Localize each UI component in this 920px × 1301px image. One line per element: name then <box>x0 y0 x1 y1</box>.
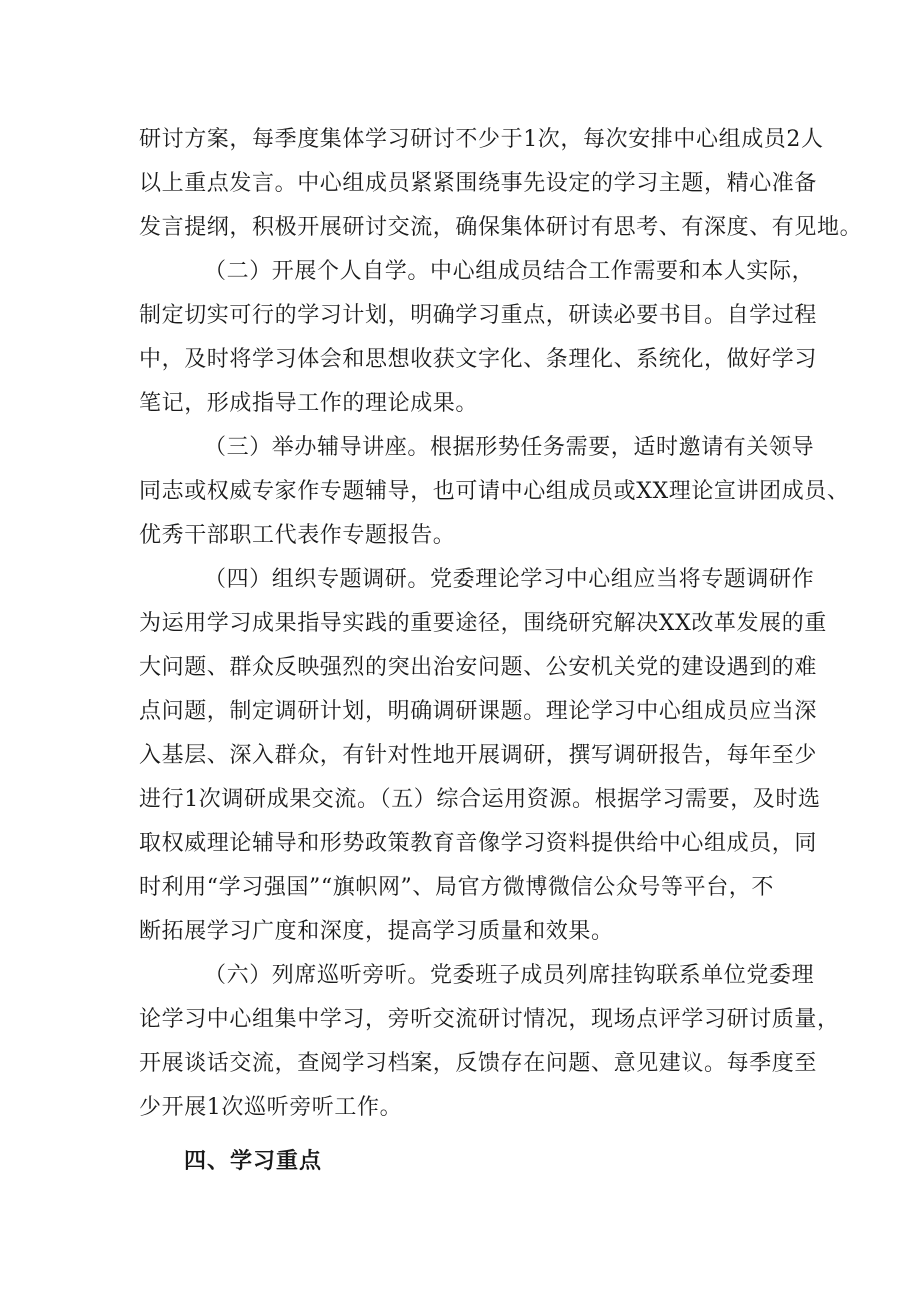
text-line: 制定切实可行的学习计划，明确学习重点，研读必要书目。自学过程 <box>139 303 818 328</box>
text-line: 时利用“学习强国”“旗帜网”、局官方微博微信公众号等平台，不 <box>139 875 774 900</box>
text-line: 取权威理论辅导和形势政策教育音像学习资料提供给中心组成员，同 <box>139 831 818 856</box>
text-line: 笔记，形成指导工作的理论成果。 <box>139 391 479 416</box>
paragraph-start-line: （六）列席巡听旁听。党委班子成员列席挂钩联系单位党委理 <box>204 963 815 988</box>
paragraph-start-line: （三）举办辅导讲座。根据形势任务需要，适时邀请有关领导 <box>204 435 815 460</box>
text-line: 发言提纲，积极开展研讨交流，确保集体研讨有思考、有深度、有见地。 <box>139 215 863 240</box>
text-line: 少开展1次巡听旁听工作。 <box>139 1095 403 1120</box>
paragraph-start-line: （四）组织专题调研。党委理论学习中心组应当将专题调研作 <box>204 567 815 592</box>
text-line: 中，及时将学习体会和思想收获文字化、条理化、系统化，做好学习 <box>139 347 818 372</box>
section-heading: 四、学习重点 <box>184 1149 323 1174</box>
text-line: 论学习中心组集中学习，旁听交流研讨情况，现场点评学习研讨质量， <box>139 1007 840 1032</box>
text-line: 大问题、群众反映强烈的突出治安问题、公安机关党的建设遇到的难 <box>139 655 818 680</box>
text-line: 优秀干部职工代表作专题报告。 <box>139 523 456 548</box>
text-line: 以上重点发言。中心组成员紧紧围绕事先设定的学习主题，精心准备 <box>139 171 818 196</box>
text-line: 为运用学习成果指导实践的重要途径，围绕研究解决XX改革发展的重 <box>139 611 827 636</box>
paragraph-start-line: （二）开展个人自学。中心组成员结合工作需要和本人实际， <box>204 259 815 284</box>
text-line: 断拓展学习广度和深度，提高学习质量和效果。 <box>139 919 614 944</box>
text-line: 进行1次调研成果交流。（五）综合运用资源。根据学习需要，及时选 <box>139 787 821 812</box>
text-line: 入基层、深入群众，有针对性地开展调研，撰写调研报告，每年至少 <box>139 743 818 768</box>
text-line: 开展谈话交流，查阅学习档案，反馈存在问题、意见建议。每季度至 <box>139 1051 818 1076</box>
text-line: 同志或权威专家作专题辅导，也可请中心组成员或XX理论宣讲团成员、 <box>139 479 850 504</box>
text-line: 研讨方案，每季度集体学习研讨不少于1次，每次安排中心组成员2人 <box>139 127 824 152</box>
text-line: 点问题，制定调研计划，明确调研课题。理论学习中心组成员应当深 <box>139 699 818 724</box>
